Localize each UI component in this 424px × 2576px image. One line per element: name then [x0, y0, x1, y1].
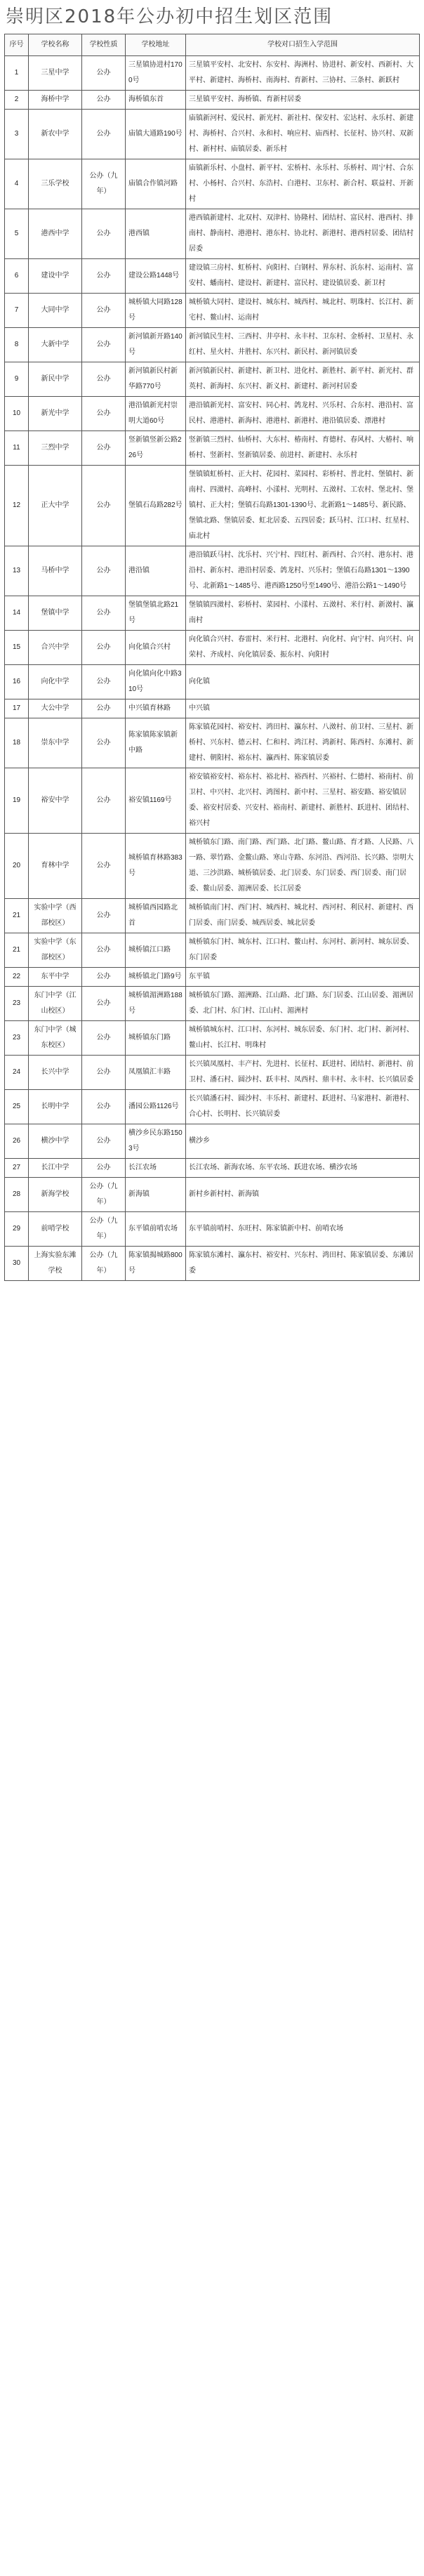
school-address: 裕安镇1169号 [126, 768, 186, 834]
school-address: 中兴镇育林路 [126, 699, 186, 718]
table-row [5, 631, 420, 665]
school-type: 公办 [82, 91, 126, 110]
school-name: 三乐学校 [29, 159, 82, 209]
table-row [5, 362, 420, 397]
school-name: 东门中学（城东校区） [29, 1021, 82, 1056]
enrollment-range: 城桥镇南门村、西门村、城西村、城北村、西河村、利民村、新建村、西门居委、南门居委、城西居委、城北居委 [186, 899, 420, 933]
school-name: 实验中学（东部校区） [29, 933, 82, 968]
school-name: 马桥中学 [29, 546, 82, 596]
school-type: 公办 [82, 768, 126, 834]
row-index: 12 [5, 466, 29, 546]
enrollment-range: 建设镇三房村、虹桥村、向阳村、白钢村、界东村、浜东村、运南村、富安村、蟠南村、建设村、新建村、富民村、建设镇居委、新卫村 [186, 259, 420, 294]
school-type: 公办 [82, 110, 126, 159]
table-row [5, 546, 420, 596]
school-name: 长兴中学 [29, 1056, 82, 1090]
row-index: 18 [5, 718, 29, 768]
school-name: 三烈中学 [29, 431, 82, 466]
school-type: 公办（九年） [82, 1212, 126, 1247]
row-index: 23 [5, 987, 29, 1021]
table-row [5, 1159, 420, 1178]
school-address: 海桥镇东首 [126, 91, 186, 110]
table-row [5, 1247, 420, 1281]
table-body [5, 56, 420, 1281]
school-type: 公办 [82, 631, 126, 665]
enrollment-range: 长兴镇凤凰村、丰产村、先进村、长征村、跃进村、团结村、新港村、前卫村、潘石村、圆沙村、跃丰村、凤西村、鼎丰村、永丰村、长兴镇居委 [186, 1056, 420, 1090]
row-index: 17 [5, 699, 29, 718]
school-type: 公办 [82, 699, 126, 718]
school-name: 横沙中学 [29, 1124, 82, 1159]
school-name: 东门中学（江山校区） [29, 987, 82, 1021]
table-header-row [5, 34, 420, 56]
school-type: 公办 [82, 1159, 126, 1178]
school-name: 新光中学 [29, 397, 82, 431]
row-index: 23 [5, 1021, 29, 1056]
school-address: 城桥镇湄洲路188号 [126, 987, 186, 1021]
school-address: 堡镇堡镇北路21号 [126, 596, 186, 631]
enrollment-range: 中兴镇 [186, 699, 420, 718]
school-name: 大新中学 [29, 328, 82, 362]
row-index: 24 [5, 1056, 29, 1090]
school-type: 公办 [82, 466, 126, 546]
header-enrollment-range: 学校对口招生入学范围 [186, 34, 420, 56]
school-type: 公办 [82, 294, 126, 328]
row-index: 3 [5, 110, 29, 159]
table-row [5, 466, 420, 546]
enrollment-range: 新村乡新村村、新海镇 [186, 1178, 420, 1212]
school-type: 公办 [82, 665, 126, 699]
table-row [5, 1124, 420, 1159]
school-name: 建设中学 [29, 259, 82, 294]
school-address: 三星镇协进村1700号 [126, 56, 186, 91]
school-type: 公办 [82, 362, 126, 397]
table-header [5, 34, 420, 56]
table-row [5, 259, 420, 294]
table-row [5, 768, 420, 834]
school-type: 公办 [82, 718, 126, 768]
row-index: 20 [5, 834, 29, 899]
row-index: 11 [5, 431, 29, 466]
enrollment-range: 长兴镇潘石村、圆沙村、丰乐村、新建村、跃进村、马家港村、新港村、合心村、长明村、长兴镇居委 [186, 1090, 420, 1124]
school-name: 育林中学 [29, 834, 82, 899]
school-name: 港西中学 [29, 209, 82, 259]
row-index: 2 [5, 91, 29, 110]
school-name: 三星中学 [29, 56, 82, 91]
school-address: 陈家镇揭城路800号 [126, 1247, 186, 1281]
enrollment-range: 城桥镇大同村、建设村、城东村、城西村、城北村、明珠村、长江村、新宅村、鳌山村、运南村 [186, 294, 420, 328]
table-row [5, 933, 420, 968]
school-name: 新民中学 [29, 362, 82, 397]
row-index: 22 [5, 968, 29, 987]
school-type: 公办 [82, 431, 126, 466]
school-type: 公办 [82, 968, 126, 987]
school-name: 新农中学 [29, 110, 82, 159]
row-index: 8 [5, 328, 29, 362]
enrollment-range: 三星镇平安村、海桥镇、育新村居委 [186, 91, 420, 110]
table-row [5, 294, 420, 328]
header-school-name: 学校名称 [29, 34, 82, 56]
school-type: 公办 [82, 397, 126, 431]
row-index: 21 [5, 933, 29, 968]
header-school-address: 学校地址 [126, 34, 186, 56]
row-index: 5 [5, 209, 29, 259]
enrollment-range: 陈家镇东滩村、瀛东村、裕安村、兴东村、鸿田村、陈家镇居委、东滩居委 [186, 1247, 420, 1281]
school-name: 裕安中学 [29, 768, 82, 834]
school-address: 城桥镇东门路 [126, 1021, 186, 1056]
school-address: 港西镇 [126, 209, 186, 259]
table-row [5, 596, 420, 631]
row-index: 4 [5, 159, 29, 209]
school-name: 长明中学 [29, 1090, 82, 1124]
school-name: 堡镇中学 [29, 596, 82, 631]
school-type: 公办 [82, 1056, 126, 1090]
enrollment-range: 新河镇民生村、三西村、井亭村、永丰村、卫东村、金桥村、卫星村、永红村、星火村、井胜村、东兴村、新民村、新河镇居委 [186, 328, 420, 362]
school-type: 公办 [82, 328, 126, 362]
school-type: 公办 [82, 209, 126, 259]
enrollment-range: 向化镇合兴村、春雷村、米行村、北港村、向化村、向宁村、向兴村、向荣村、齐成村、向化镇居委、振东村、向阳村 [186, 631, 420, 665]
school-address: 庙镇合作镇河路 [126, 159, 186, 209]
enrollment-range: 向化镇 [186, 665, 420, 699]
school-name: 正大中学 [29, 466, 82, 546]
school-type: 公办（九年） [82, 1178, 126, 1212]
enrollment-range: 城桥镇东门路、湄洲路、江山路、北门路、东门居委、江山居委、湄洲居委、北门村、东门村、江山村、湄洲村 [186, 987, 420, 1021]
school-address: 向化镇向化中路310号 [126, 665, 186, 699]
school-type: 公办 [82, 1021, 126, 1056]
enrollment-range: 庙镇新乐村、小盘村、新平村、宏桥村、永乐村、乐桥村、周宁村、合东村、小杨村、合兴村、东浩村、白港村、卫东村、新合村、联益村、开新村 [186, 159, 420, 209]
table-row [5, 718, 420, 768]
school-address: 港沿镇 [126, 546, 186, 596]
enrollment-range: 竖新镇三烈村、仙桥村、大东村、椿南村、育德村、春风村、大椿村、响桥村、竖新村、竖新镇居委、前进村、新建村、永乐村 [186, 431, 420, 466]
enrollment-range: 城桥镇城东村、江口村、东河村、城东居委、东门村、北门村、新河村、鳌山村、长江村、明珠村 [186, 1021, 420, 1056]
row-index: 29 [5, 1212, 29, 1247]
header-index: 序号 [5, 34, 29, 56]
school-address: 新河镇新民村新华路770号 [126, 362, 186, 397]
school-address: 港沿镇新光村崇明大道60号 [126, 397, 186, 431]
enrollment-range: 新河镇新民村、新建村、新卫村、进化村、新胜村、新平村、新光村、群英村、新海村、东兴村、新义村、新建村、新河村居委 [186, 362, 420, 397]
school-type: 公办（九年） [82, 1247, 126, 1281]
school-address: 新河镇新开路140号 [126, 328, 186, 362]
table-row [5, 1090, 420, 1124]
table-row [5, 665, 420, 699]
school-type: 公办 [82, 56, 126, 91]
enrollment-range: 港沿镇新光村、富安村、同心村、鸽龙村、兴乐村、合东村、港沿村、富民村、港港村、新海村、港港村、新港村、港沿镇居委、漂港村 [186, 397, 420, 431]
school-type: 公办（九年） [82, 159, 126, 209]
enrollment-table [4, 34, 420, 1281]
school-address: 东平镇前哨农场 [126, 1212, 186, 1247]
school-address: 凤凰镇汇丰路 [126, 1056, 186, 1090]
table-row [5, 56, 420, 91]
school-address: 陈家镇陈家镇新中路 [126, 718, 186, 768]
row-index: 28 [5, 1178, 29, 1212]
school-address: 堡镇石岛路282号 [126, 466, 186, 546]
table-row [5, 968, 420, 987]
table-row [5, 1178, 420, 1212]
school-type: 公办 [82, 933, 126, 968]
enrollment-range: 裕安镇裕安村、裕东村、裕北村、裕西村、兴裕村、仁德村、裕南村、前卫村、中兴村、北兴村、鸿图村、新中村、三星村、裕安路、裕安镇居委、裕安村居委、兴安村、裕南村、新建村、新胜村、跃进村、团结村、裕兴村 [186, 768, 420, 834]
school-name: 大公中学 [29, 699, 82, 718]
enrollment-range: 港沿镇跃马村、沈乐村、兴宁村、四红村、新西村、合兴村、港东村、港沿村、新东村、港沿村居委、鸽龙村、兴乐村；堡镇石岛路1301～1390号、北新路1～1485号、港西路1250号至1490号、港沿公路1～1490号 [186, 546, 420, 596]
table-row [5, 431, 420, 466]
enrollment-range: 三星镇平安村、北安村、东安村、海洲村、协进村、新安村、西新村、大平村、新建村、海桥村、南海村、育新村、三协村、三条村、新跃村 [186, 56, 420, 91]
school-type: 公办 [82, 834, 126, 899]
enrollment-range: 陈家镇花园村、裕安村、鸿田村、瀛东村、八滧村、前卫村、三星村、新桥村、兴东村、德云村、仁和村、鸿江村、鸿新村、陈西村、东滩村、新建村、朝阳村、裕东村、瀛西村、陈家镇居委 [186, 718, 420, 768]
row-index: 1 [5, 56, 29, 91]
table-row [5, 1021, 420, 1056]
row-index: 7 [5, 294, 29, 328]
school-type: 公办 [82, 987, 126, 1021]
enrollment-range: 东平镇 [186, 968, 420, 987]
row-index: 9 [5, 362, 29, 397]
table-row [5, 834, 420, 899]
school-name: 实验中学（西部校区） [29, 899, 82, 933]
school-address: 城桥镇江口路 [126, 933, 186, 968]
row-index: 21 [5, 899, 29, 933]
row-index: 16 [5, 665, 29, 699]
school-type: 公办 [82, 259, 126, 294]
enrollment-range: 城桥镇东门村、城东村、江口村、鳌山村、东河村、新河村、城东居委、东门居委 [186, 933, 420, 968]
enrollment-range: 长江农场、新海农场、东平农场、跃进农场、横沙农场 [186, 1159, 420, 1178]
enrollment-range: 庙镇新河村、爱民村、新光村、新社村、保安村、宏达村、永乐村、新建村、海桥村、合兴村、永和村、响应村、庙西村、长征村、协兴村、双新村、新村村、庙镇居委、新乐村 [186, 110, 420, 159]
row-index: 25 [5, 1090, 29, 1124]
school-address: 向化镇合兴村 [126, 631, 186, 665]
table-row [5, 209, 420, 259]
school-address: 长江农场 [126, 1159, 186, 1178]
header-school-type: 学校性质 [82, 34, 126, 56]
row-index: 15 [5, 631, 29, 665]
school-name: 前哨学校 [29, 1212, 82, 1247]
row-index: 27 [5, 1159, 29, 1178]
school-name: 上海实验东滩学校 [29, 1247, 82, 1281]
page [0, 0, 424, 1281]
table-row [5, 1212, 420, 1247]
row-index: 13 [5, 546, 29, 596]
table-row [5, 159, 420, 209]
enrollment-range: 堡镇镇虹桥村、正大村、花园村、菜园村、彩桥村、普北村、堡镇村、新南村、四滧村、高峰村、小漾村、光明村、五滧村、工农村、堡北村、堡镇村、正大村；堡镇石岛路1301-1390号、北新路1～1485号、新民路、堡镇北路、堡镇居委、虹北居委、五四居委；跃马村、江口村、红星村、庙北村 [186, 466, 420, 546]
enrollment-range: 东平镇前哨村、东旺村、陈家镇新中村、前哨农场 [186, 1212, 420, 1247]
table-row [5, 899, 420, 933]
enrollment-range: 城桥镇东门路、南门路、西门路、北门路、鳌山路、育才路、人民路、八一路、翠竹路、金鳌山路、寒山寺路、东河沿、西河沿、长兴路、崇明大道、三沙洪路、城桥镇居委、北门居委、东门居委、西门居委、南门居委、鳌山居委、湄洲居委、长江居委 [186, 834, 420, 899]
school-type: 公办 [82, 1090, 126, 1124]
row-index: 10 [5, 397, 29, 431]
school-name: 海桥中学 [29, 91, 82, 110]
school-address: 潘园公路1126号 [126, 1090, 186, 1124]
school-name: 东平中学 [29, 968, 82, 987]
school-address: 竖新镇竖新公路226号 [126, 431, 186, 466]
school-address: 城桥镇育林路383号 [126, 834, 186, 899]
table-row [5, 1056, 420, 1090]
table-row [5, 91, 420, 110]
school-name: 合兴中学 [29, 631, 82, 665]
row-index: 14 [5, 596, 29, 631]
row-index: 6 [5, 259, 29, 294]
enrollment-range: 堡镇镇四滧村、彩桥村、菜园村、小漾村、五滧村、米行村、新滧村、瀛南村 [186, 596, 420, 631]
school-type: 公办 [82, 899, 126, 933]
school-name: 长江中学 [29, 1159, 82, 1178]
school-address: 庙镇大通路190号 [126, 110, 186, 159]
school-address: 横沙乡民东路1503号 [126, 1124, 186, 1159]
school-address: 城桥镇大同路128号 [126, 294, 186, 328]
school-type: 公办 [82, 546, 126, 596]
table-row [5, 987, 420, 1021]
school-address: 建设公路1448号 [126, 259, 186, 294]
school-name: 大同中学 [29, 294, 82, 328]
school-address: 新海镇 [126, 1178, 186, 1212]
school-address: 城桥镇北门路9号 [126, 968, 186, 987]
enrollment-range: 港西镇新建村、北双村、双津村、协隆村、团结村、富民村、港西村、排南村、静南村、港港村、港东村、协北村、新港村、港西村居委、团结村居委 [186, 209, 420, 259]
table-row [5, 397, 420, 431]
school-name: 向化中学 [29, 665, 82, 699]
table-row [5, 328, 420, 362]
school-type: 公办 [82, 1124, 126, 1159]
school-name: 新海学校 [29, 1178, 82, 1212]
row-index: 26 [5, 1124, 29, 1159]
enrollment-range: 横沙乡 [186, 1124, 420, 1159]
page-title: 崇明区2018年公办初中招生划区范围 [6, 6, 333, 27]
row-index: 30 [5, 1247, 29, 1281]
row-index: 19 [5, 768, 29, 834]
table-row [5, 699, 420, 718]
table-row [5, 110, 420, 159]
school-name: 崇东中学 [29, 718, 82, 768]
school-address: 城桥镇西园路北首 [126, 899, 186, 933]
school-type: 公办 [82, 596, 126, 631]
